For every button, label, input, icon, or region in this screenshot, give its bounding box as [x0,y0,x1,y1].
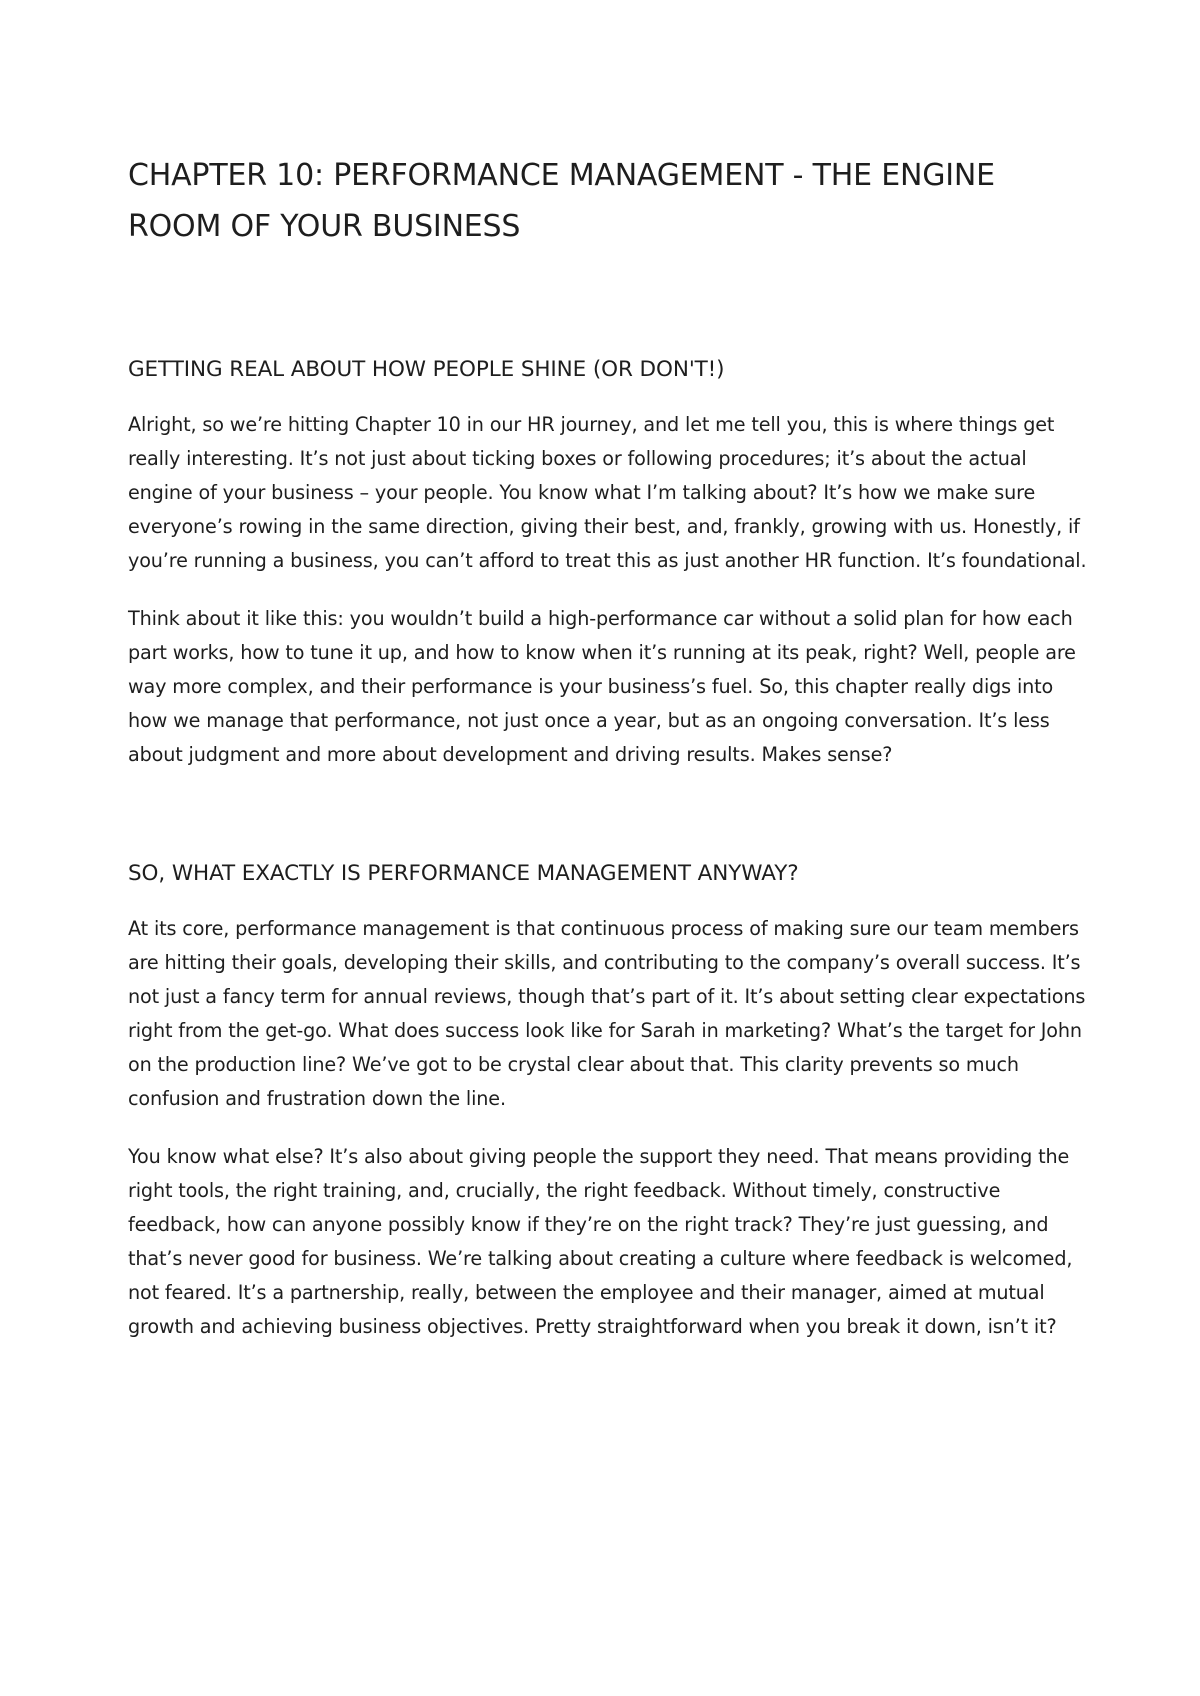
section-heading: SO, WHAT EXACTLY IS PERFORMANCE MANAGEMENT ANYWAY? [128,861,799,886]
document-page [128,150,1088,1344]
paragraph: At its core, performance management is that continuous process of making sure our team members are hitting their goals, developing their skills, and contributing to the company’s overall success. It’s not just a fancy term for annual reviews, though that’s part of it. It’s about setting clear expectations right from the get-go. What does success look like for Sarah in marketing? What’s the target for John on the production line? We’ve got to be crystal clear about that. This clarity prevents so much confusion and frustration down the line. [128,917,1086,1110]
paragraph: Think about it like this: you wouldn’t build a high-performance car without a solid plan for how each part works, how to tune it up, and how to know when it’s running at its peak, right? Well, people are way more complex, and their performance is your business’s fuel. So, this chapter really digs into how we manage that performance, not just once a year, but as an ongoing conversation. It’s less about judgment and more about development and driving results. Makes sense? [128,607,1076,766]
paragraph: Alright, so we’re hitting Chapter 10 in our HR journey, and let me tell you, this is where things get really interesting. It’s not just about ticking boxes or following procedures; it’s about the actual engine of your business – your people. You know what I’m talking about? It’s how we make sure everyone’s rowing in the same direction, giving their best, and, frankly, growing with us. Honestly, if you’re running a business, you can’t afford to treat this as just another HR function. It’s foundational. [128,413,1087,572]
paragraph: You know what else? It’s also about giving people the support they need. That means providing the right tools, the right training, and, crucially, the right feedback. Without timely, constructive feedback, how can anyone possibly know if they’re on the right track? They’re just guessing, and that’s never good for business. We’re talking about creating a culture where feedback is welcomed, not feared. It’s a partnership, really, between the employee and their manager, aimed at mutual growth and achieving business objectives. Pretty straightforward when you break it down, isn’t it? [128,1145,1073,1338]
chapter-title: CHAPTER 10: PERFORMANCE MANAGEMENT - THE ENGINE ROOM OF YOUR BUSINESS [128,158,995,244]
section-heading: GETTING REAL ABOUT HOW PEOPLE SHINE (OR DON'T!) [128,357,725,382]
